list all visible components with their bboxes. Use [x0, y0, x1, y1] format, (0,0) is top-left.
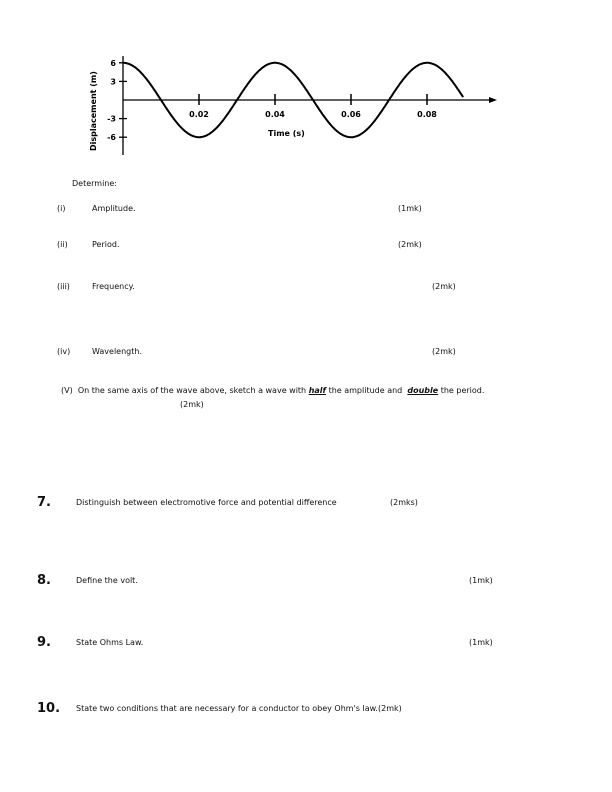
- y-tick-label: -3: [107, 114, 116, 124]
- question-number: 9.: [37, 635, 51, 650]
- part-text: Wavelength.: [92, 347, 142, 356]
- part-number: (iv): [57, 347, 71, 356]
- determine-label: Determine:: [72, 179, 117, 188]
- question-number: 8.: [37, 573, 51, 588]
- question-number: 7.: [37, 495, 51, 510]
- y-axis-label: Displacement (m): [89, 71, 98, 151]
- wave-chart: [0, 0, 612, 170]
- emphasis-double: double: [407, 386, 439, 395]
- question-text: Define the volt.: [76, 576, 138, 585]
- x-tick-label: 0.08: [417, 110, 437, 119]
- x-tick-label: 0.06: [341, 110, 361, 119]
- y-tick-label: -6: [107, 133, 116, 143]
- part-marks: (2mk): [180, 400, 204, 409]
- question-text: Distinguish between electromotive force and potential difference: [76, 498, 337, 507]
- question-number: 10.: [37, 701, 61, 716]
- part-marks: (2mk): [432, 282, 456, 291]
- x-axis-arrow-icon: [489, 97, 497, 103]
- emphasis-half: half: [308, 386, 327, 395]
- question-marks: (2mks): [390, 498, 418, 507]
- part-marks: (2mk): [432, 347, 456, 356]
- question-marks: (2mk): [377, 704, 402, 713]
- part-v-line: [61, 386, 484, 395]
- question-text-body: State two conditions that are necessary for a conductor to obey Ohm's law.: [76, 704, 378, 713]
- part-number: (i): [57, 204, 66, 213]
- question-marks: (1mk): [469, 638, 493, 647]
- part-number: (ii): [57, 240, 68, 249]
- question-text: State Ohms Law.: [76, 638, 144, 647]
- part-number: (V): [61, 386, 73, 395]
- x-tick-label: 0.02: [189, 110, 209, 119]
- part-text: Amplitude.: [92, 204, 136, 213]
- part-marks: (2mk): [398, 240, 422, 249]
- question-marks: (1mk): [469, 576, 493, 585]
- part-number: (iii): [57, 282, 70, 291]
- question-text: [76, 704, 402, 713]
- x-tick-label: 0.04: [265, 110, 285, 119]
- part-text: Period.: [92, 240, 120, 249]
- part-text: the amplitude and: [328, 386, 403, 395]
- part-text: On the same axis of the wave above, sketch a wave with: [77, 386, 307, 395]
- y-tick-label: 6: [110, 58, 116, 68]
- part-marks: (1mk): [398, 204, 422, 213]
- y-tick-label: 3: [110, 77, 116, 87]
- x-axis-label: Time (s): [268, 129, 305, 138]
- part-text: the period.: [440, 386, 485, 395]
- part-text: Frequency.: [92, 282, 135, 291]
